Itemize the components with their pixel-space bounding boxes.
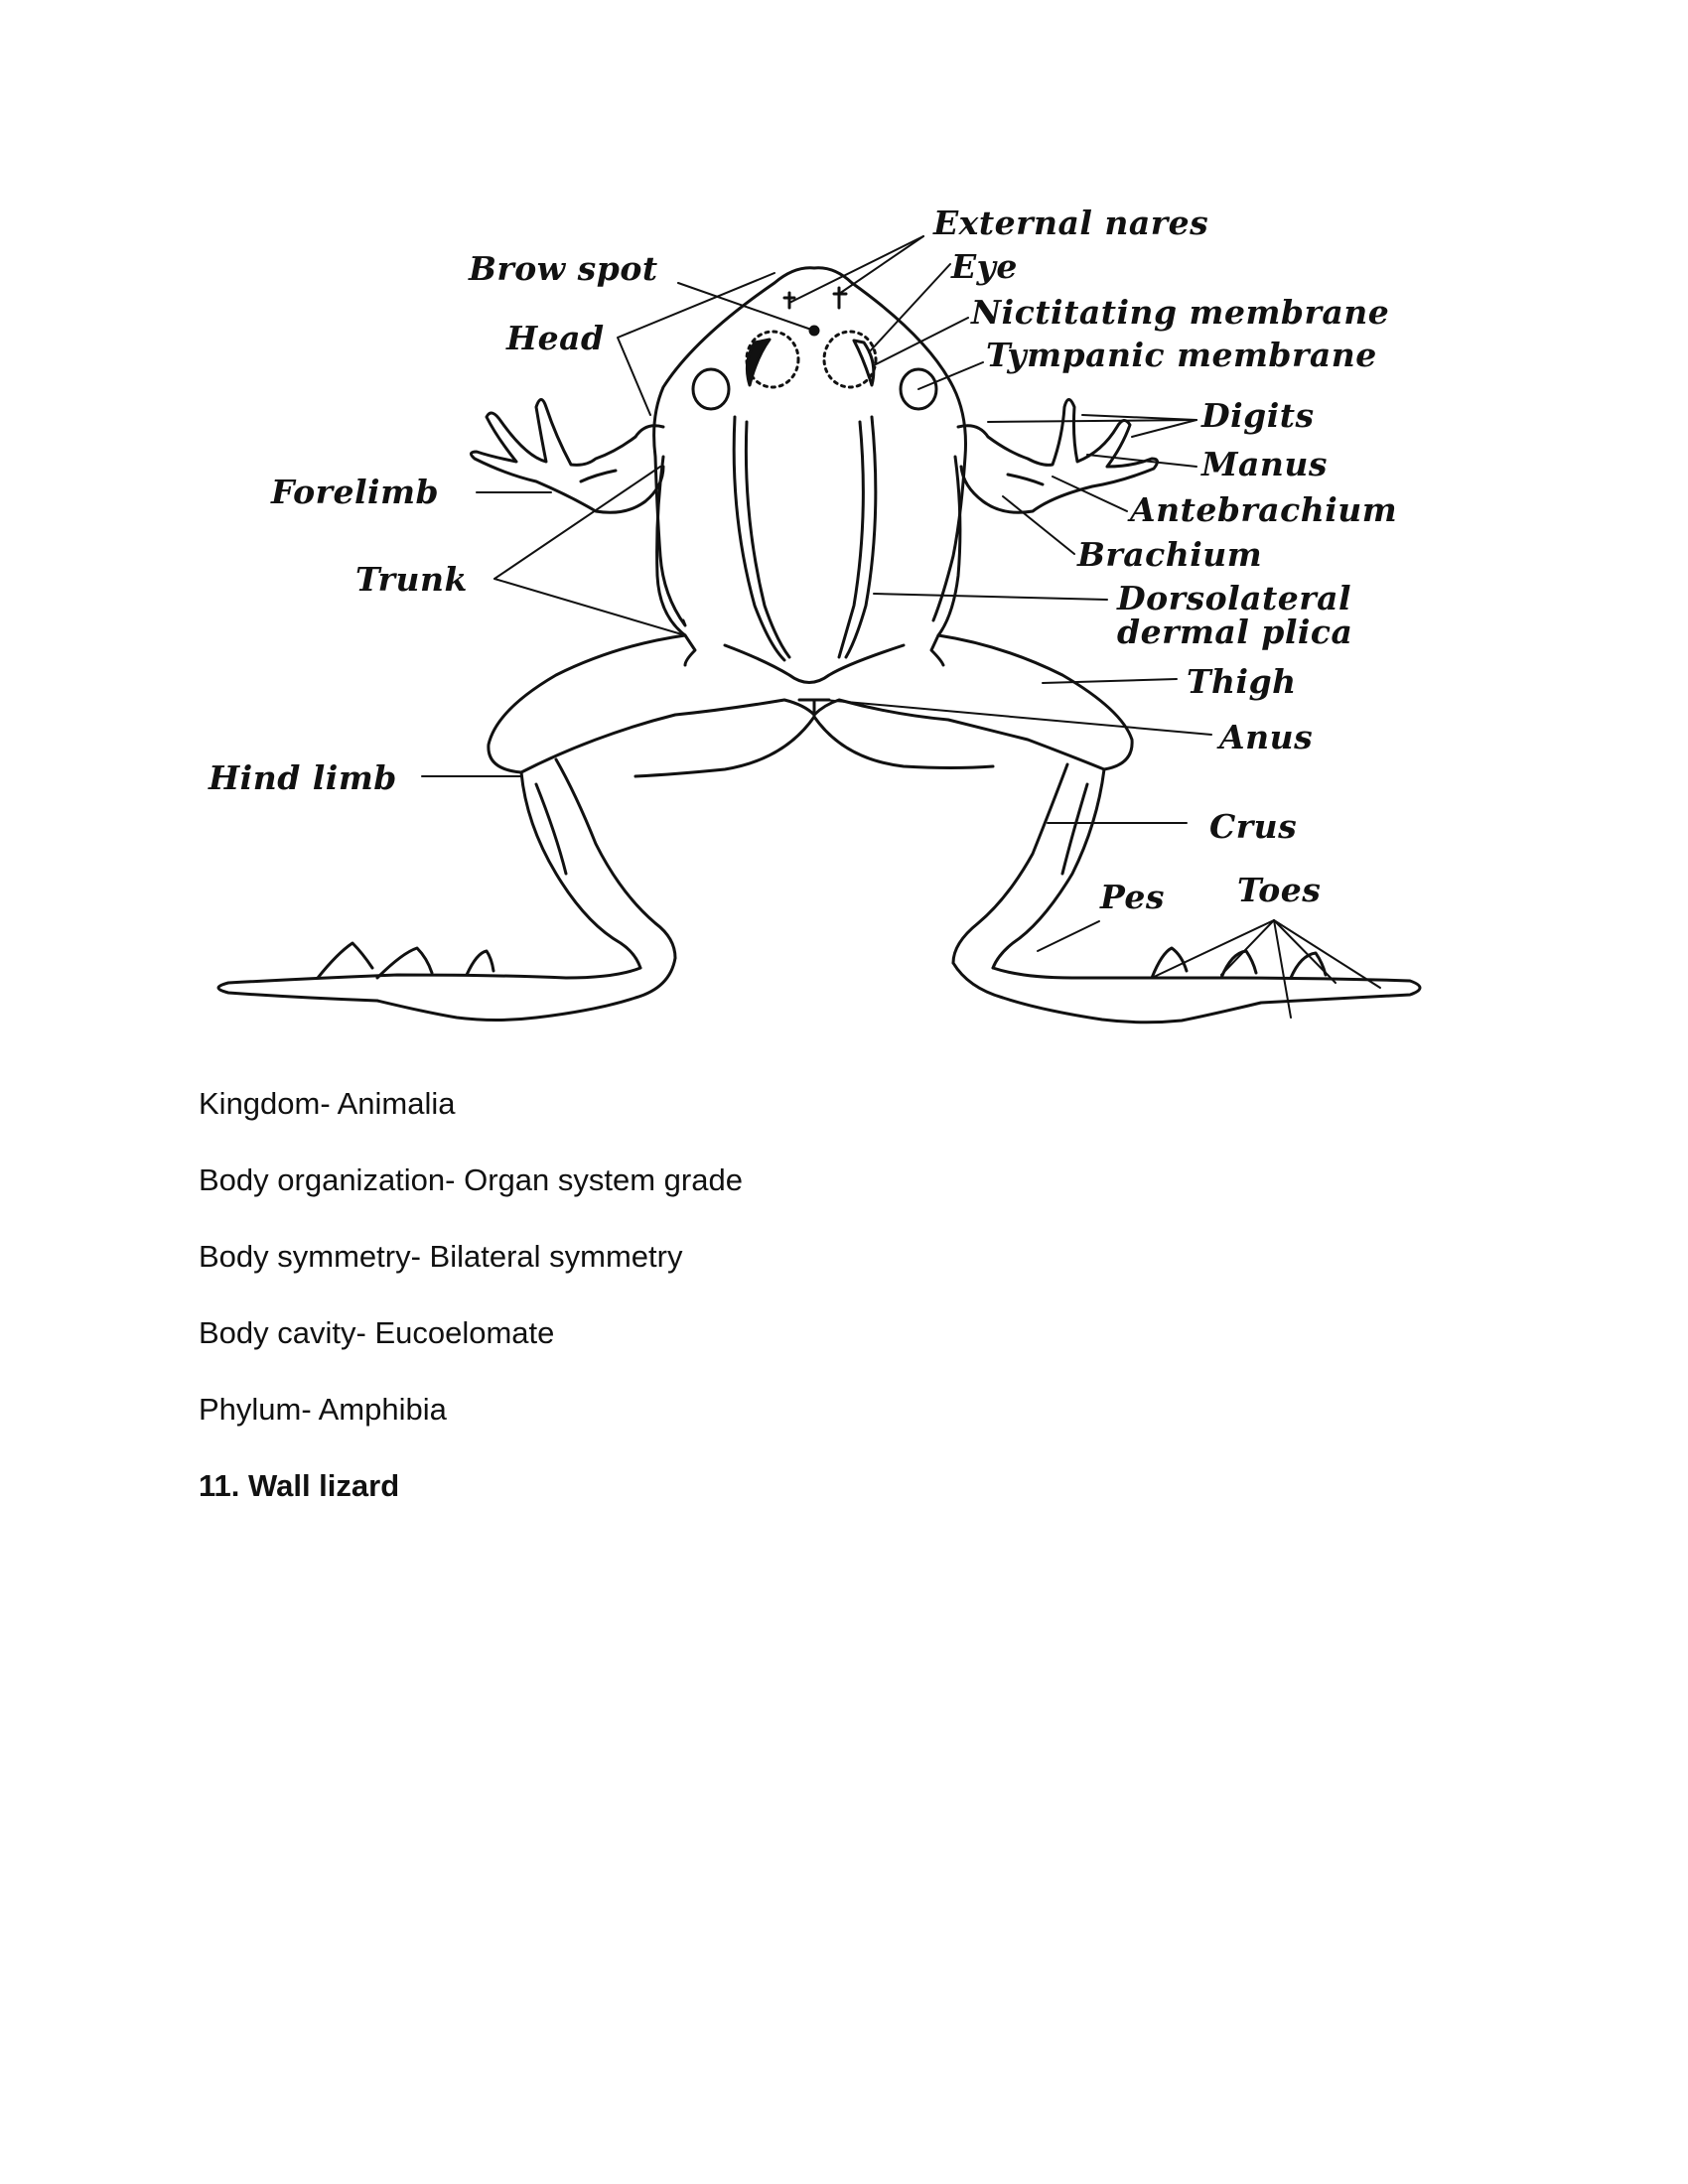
label-dorsolateral-line1: Dorsolateral — [1117, 579, 1352, 617]
label-toes: Toes — [1237, 871, 1322, 909]
classification-body-cavity: Body cavity- Eucoelomate — [199, 1315, 555, 1350]
label-hind-limb: Hind limb — [209, 758, 397, 797]
classification-phylum: Phylum- Amphibia — [199, 1392, 447, 1427]
label-digits: Digits — [1201, 396, 1315, 435]
label-crus: Crus — [1209, 807, 1298, 846]
label-tympanic-membrane: Tympanic membrane — [986, 336, 1377, 374]
label-forelimb: Forelimb — [271, 473, 440, 511]
label-brachium: Brachium — [1077, 535, 1263, 574]
label-anus: Anus — [1219, 718, 1314, 756]
label-dorsolateral-dermal-plica — [1117, 579, 1353, 651]
label-nictitating-membrane: Nictitating membrane — [971, 293, 1390, 332]
classification-body-symmetry: Body symmetry- Bilateral symmetry — [199, 1239, 683, 1274]
classification-list — [199, 1086, 743, 1545]
section-heading-wall-lizard: 11. Wall lizard — [199, 1468, 400, 1503]
label-head: Head — [506, 319, 605, 357]
label-dorsolateral-line2: dermal plica — [1117, 613, 1353, 651]
label-thigh: Thigh — [1187, 662, 1297, 701]
label-manus: Manus — [1201, 445, 1328, 483]
label-eye: Eye — [951, 247, 1018, 286]
label-pes: Pes — [1100, 878, 1166, 916]
label-brow-spot: Brow spot — [469, 249, 658, 288]
label-trunk: Trunk — [355, 560, 468, 599]
label-external-nares: External nares — [933, 204, 1209, 242]
classification-body-organization: Body organization- Organ system grade — [199, 1162, 743, 1197]
label-antebrachium: Antebrachium — [1130, 490, 1398, 529]
classification-kingdom: Kingdom- Animalia — [199, 1086, 456, 1121]
